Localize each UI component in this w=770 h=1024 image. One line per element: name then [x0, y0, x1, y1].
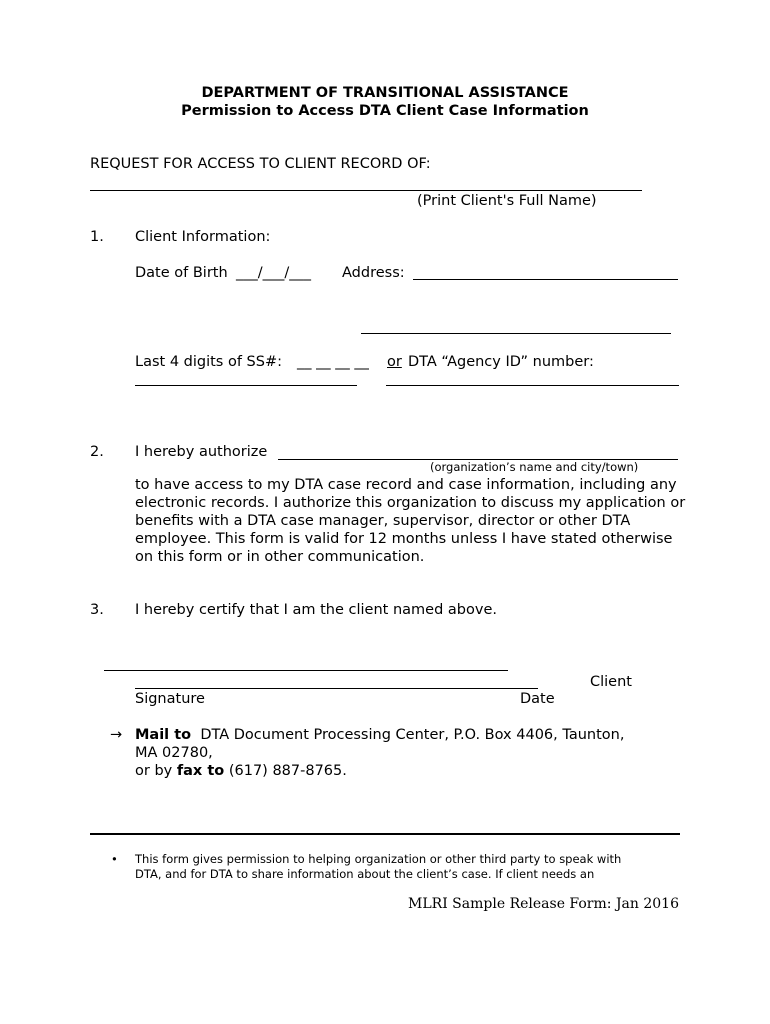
dob-field[interactable]: ___/___/___: [236, 265, 312, 281]
fax-to-label: fax to: [176, 763, 225, 779]
section-1-number: 1.: [90, 229, 104, 245]
note-line-2: DTA, and for DTA to share information about the client’s case. If client needs an: [135, 867, 595, 881]
section-3-number: 3.: [90, 602, 104, 618]
signature-line[interactable]: [104, 670, 508, 671]
ssn-field[interactable]: __ __ __ __: [297, 354, 369, 370]
form-title: Permission to Access DTA Client Case Information: [181, 103, 589, 119]
ssn-line[interactable]: [135, 385, 357, 386]
agency-id-line[interactable]: [386, 385, 679, 386]
signature-line-2: [135, 688, 538, 689]
address-line-1[interactable]: [413, 279, 678, 280]
or-by-label: or by: [135, 763, 173, 779]
date-label: Date: [520, 691, 555, 707]
organization-caption: (organization’s name and city/town): [430, 460, 639, 474]
mail-address-2: MA 02780,: [135, 745, 213, 761]
client-name-line[interactable]: [90, 190, 642, 191]
dob-label: Date of Birth: [135, 265, 228, 281]
address-line-2[interactable]: [361, 333, 671, 334]
fax-number: (617) 887-8765.: [228, 763, 347, 779]
or-label: or: [387, 354, 402, 370]
section-1-title: Client Information:: [135, 229, 271, 245]
arrow-icon: →: [110, 727, 123, 743]
mail-line: [135, 726, 624, 744]
certify-text: I hereby certify that I am the client named above.: [135, 602, 497, 618]
mail-to-label: Mail to: [135, 727, 192, 743]
authorization-text: to have access to my DTA case record and case information, including any electronic records. I authorize this organization to discuss my application or benefits with a DTA case manager, supervisor, director or other DTA employee. This form is valid for 12 months unless I have stated otherwise on this form or in other communication.: [135, 477, 686, 565]
client-label: Client: [590, 674, 632, 690]
request-label: REQUEST FOR ACCESS TO CLIENT RECORD OF:: [90, 156, 431, 172]
client-name-caption: (Print Client's Full Name): [417, 193, 597, 209]
mail-address: DTA Document Processing Center, P.O. Box 4406, Taunton,: [200, 727, 625, 743]
divider: [90, 833, 680, 835]
department-heading: DEPARTMENT OF TRANSITIONAL ASSISTANCE: [201, 85, 569, 101]
fax-line: [135, 762, 347, 780]
note-line-1: This form gives permission to helping organization or other third party to speak with: [135, 852, 622, 866]
authorize-lead: I hereby authorize: [135, 444, 268, 460]
footer-text: MLRI Sample Release Form: Jan 2016: [408, 896, 679, 912]
section-2-number: 2.: [90, 444, 104, 460]
agency-id-label: DTA “Agency ID” number:: [408, 354, 594, 370]
signature-label: Signature: [135, 691, 205, 707]
bullet-icon: •: [111, 852, 118, 866]
address-label: Address:: [342, 265, 405, 281]
ssn-label: Last 4 digits of SS#:: [135, 354, 282, 370]
